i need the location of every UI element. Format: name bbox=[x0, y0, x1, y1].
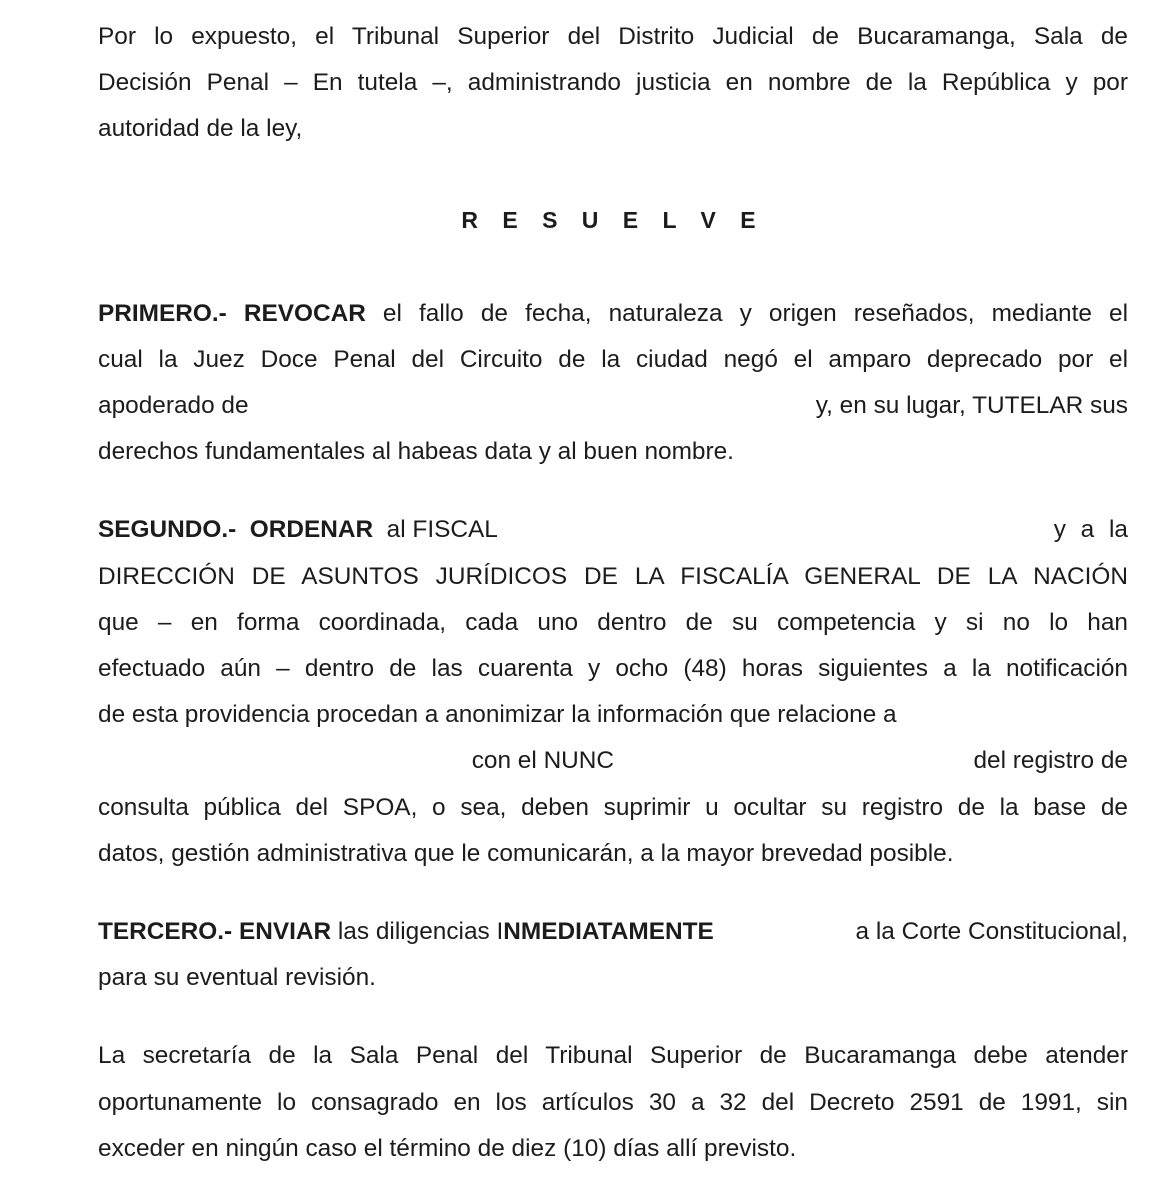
segundo-label: SEGUNDO.- bbox=[98, 516, 237, 544]
redacted-blank bbox=[654, 738, 934, 784]
primero-line-4: derechos fundamentales al habeas data y al buen nombre. bbox=[98, 438, 734, 466]
tercero-emphasis: NMEDIATAMENTE bbox=[503, 918, 714, 946]
closing-line: oportunamente lo consagrado en los artículos 30 a 32 del Decreto 2591 de 1991, sin bbox=[98, 1088, 1128, 1116]
primero-paragraph bbox=[98, 291, 1128, 476]
resuelve-heading: R E S U E L V E bbox=[461, 206, 765, 233]
segundo-line-6-end: del registro de bbox=[973, 747, 1128, 775]
closing-line: La secretaría de la Sala Penal del Tribunal Superior de Bucaramanga debe atender bbox=[98, 1042, 1128, 1070]
intro-paragraph bbox=[98, 14, 1128, 153]
redacted-blank bbox=[98, 738, 432, 784]
primero-line-3-end: y, en su lugar, TUTELAR sus bbox=[815, 392, 1128, 420]
segundo-line-4: efectuado aún – dentro de las cuarenta y ocho (48) horas siguientes a la notificación bbox=[98, 655, 1128, 683]
primero-line-1 bbox=[98, 291, 1128, 337]
closing-paragraph bbox=[98, 1033, 1128, 1172]
segundo-line-1 bbox=[98, 507, 1128, 553]
primero-line-3-start: apoderado de bbox=[98, 392, 249, 420]
segundo-line-8: datos, gestión administrativa que le comunicarán, a la mayor brevedad posible. bbox=[98, 839, 954, 867]
segundo-line-6 bbox=[98, 738, 1128, 784]
intro-line: autoridad de la ley, bbox=[98, 115, 303, 143]
segundo-line-6-mid: con el NUNC bbox=[471, 747, 615, 775]
intro-line: Por lo expuesto, el Tribunal Superior del Distrito Judicial de Bucaramanga, Sala de bbox=[98, 23, 1128, 50]
tercero-paragraph bbox=[98, 909, 1128, 1001]
primero-line-3 bbox=[98, 383, 1128, 429]
closing-line: exceder en ningún caso el término de diez (10) días allí previsto. bbox=[98, 1134, 797, 1162]
segundo-line-1-left bbox=[98, 507, 498, 553]
tercero-line-1 bbox=[98, 909, 1128, 955]
tercero-line-1-left bbox=[98, 909, 714, 955]
segundo-line-3: que – en forma coordinada, cada uno dentro de su competencia y si no lo han bbox=[98, 608, 1128, 636]
primero-label: PRIMERO.- bbox=[98, 299, 227, 327]
intro-line: Decisión Penal – En tutela –, administrando justicia en nombre de la República y por bbox=[98, 69, 1128, 97]
document-page bbox=[98, 14, 1128, 1172]
tercero-verb: ENVIAR bbox=[238, 918, 332, 946]
segundo-line-5: de esta providencia procedan a anonimizar la información que relacione a bbox=[98, 701, 897, 729]
tercero-line-1-mid: las diligencias I bbox=[337, 918, 504, 946]
tercero-line-1-end: a la Corte Constitucional, bbox=[855, 918, 1128, 946]
segundo-paragraph bbox=[98, 507, 1128, 877]
primero-line-1-text: el fallo de fecha, naturaleza y origen reseñados, mediante el bbox=[382, 299, 1128, 327]
tercero-line-2: para su eventual revisión. bbox=[98, 964, 376, 992]
segundo-verb: ORDENAR bbox=[249, 516, 374, 544]
segundo-line-7: consulta pública del SPOA, o sea, deben suprimir u ocultar su registro de la base de bbox=[98, 793, 1128, 821]
segundo-line-2: DIRECCIÓN DE ASUNTOS JURÍDICOS DE LA FISCALÍA GENERAL DE LA NACIÓN bbox=[98, 562, 1128, 590]
primero-line-2: cual la Juez Doce Penal del Circuito de la ciudad negó el amparo deprecado por el bbox=[98, 345, 1128, 373]
tercero-label: TERCERO.- bbox=[98, 918, 233, 946]
segundo-line-1-end: y a la bbox=[1053, 516, 1128, 544]
segundo-line-1-mid: al FISCAL bbox=[386, 516, 498, 544]
primero-verb: REVOCAR bbox=[243, 299, 366, 327]
